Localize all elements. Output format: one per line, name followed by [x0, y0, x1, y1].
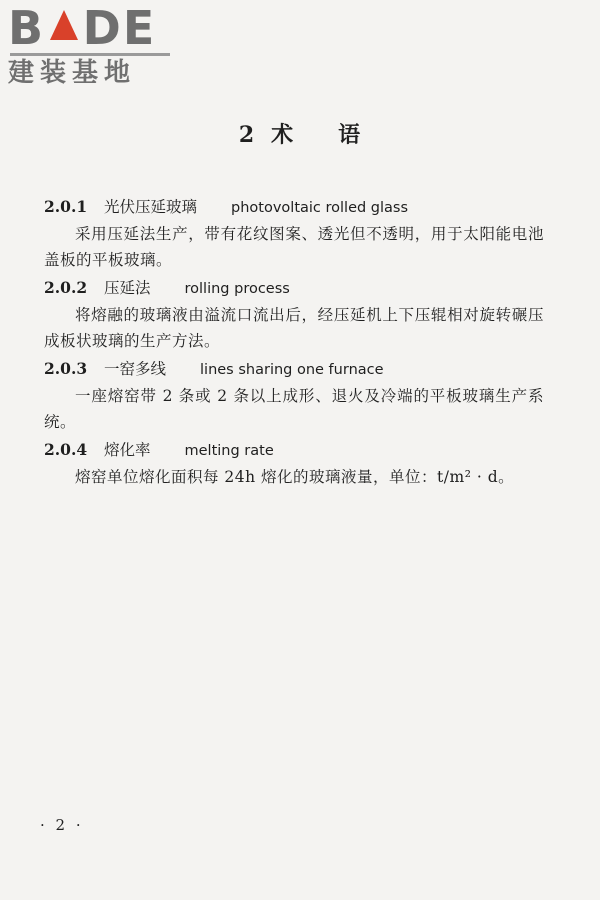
term-en: melting rate: [184, 443, 274, 459]
term-zh: 一窑多线: [104, 360, 167, 378]
term-entry: [44, 437, 544, 490]
logo-subtitle: 建装基地: [8, 58, 137, 88]
term-number: 2.0.2: [44, 278, 88, 297]
logo-wordmark: B DE: [8, 1, 157, 55]
term-number: 2.0.3: [44, 359, 88, 378]
term-list: [44, 194, 544, 492]
term-en: photovoltaic rolled glass: [231, 200, 409, 216]
term-definition: 一座熔窑带 2 条或 2 条以上成形、退火及冷端的平板玻璃生产系统。: [44, 387, 544, 431]
page-number: · 2 ·: [40, 816, 84, 834]
term-entry: [44, 194, 544, 273]
chapter-title-part1: 术: [271, 122, 295, 148]
term-en: lines sharing one furnace: [200, 362, 384, 378]
term-zh: 压延法: [104, 279, 151, 297]
term-definition: 将熔融的玻璃液由溢流口流出后，经压延机上下压辊相对旋转碾压成板状玻璃的生产方法。: [44, 306, 544, 350]
term-number: 2.0.4: [44, 440, 88, 459]
term-en: rolling process: [184, 281, 290, 297]
term-definition: 采用压延法生产，带有花纹图案、透光但不透明，用于太阳能电池盖板的平板玻璃。: [44, 225, 544, 269]
term-definition: 熔窑单位熔化面积每 24h 熔化的玻璃液量，单位：t/m² · d。: [75, 468, 515, 486]
term-zh: 光伏压延玻璃: [104, 198, 198, 216]
chapter-number: 2: [238, 122, 256, 148]
term-entry: [44, 275, 544, 354]
chapter-title-part2: 语: [338, 122, 362, 148]
term-zh: 熔化率: [104, 441, 151, 459]
term-number: 2.0.1: [44, 197, 88, 216]
chapter-title: [0, 118, 600, 149]
bade-logo: [8, 1, 178, 88]
term-entry: [44, 356, 544, 435]
logo-a-triangle-icon: [45, 4, 83, 52]
